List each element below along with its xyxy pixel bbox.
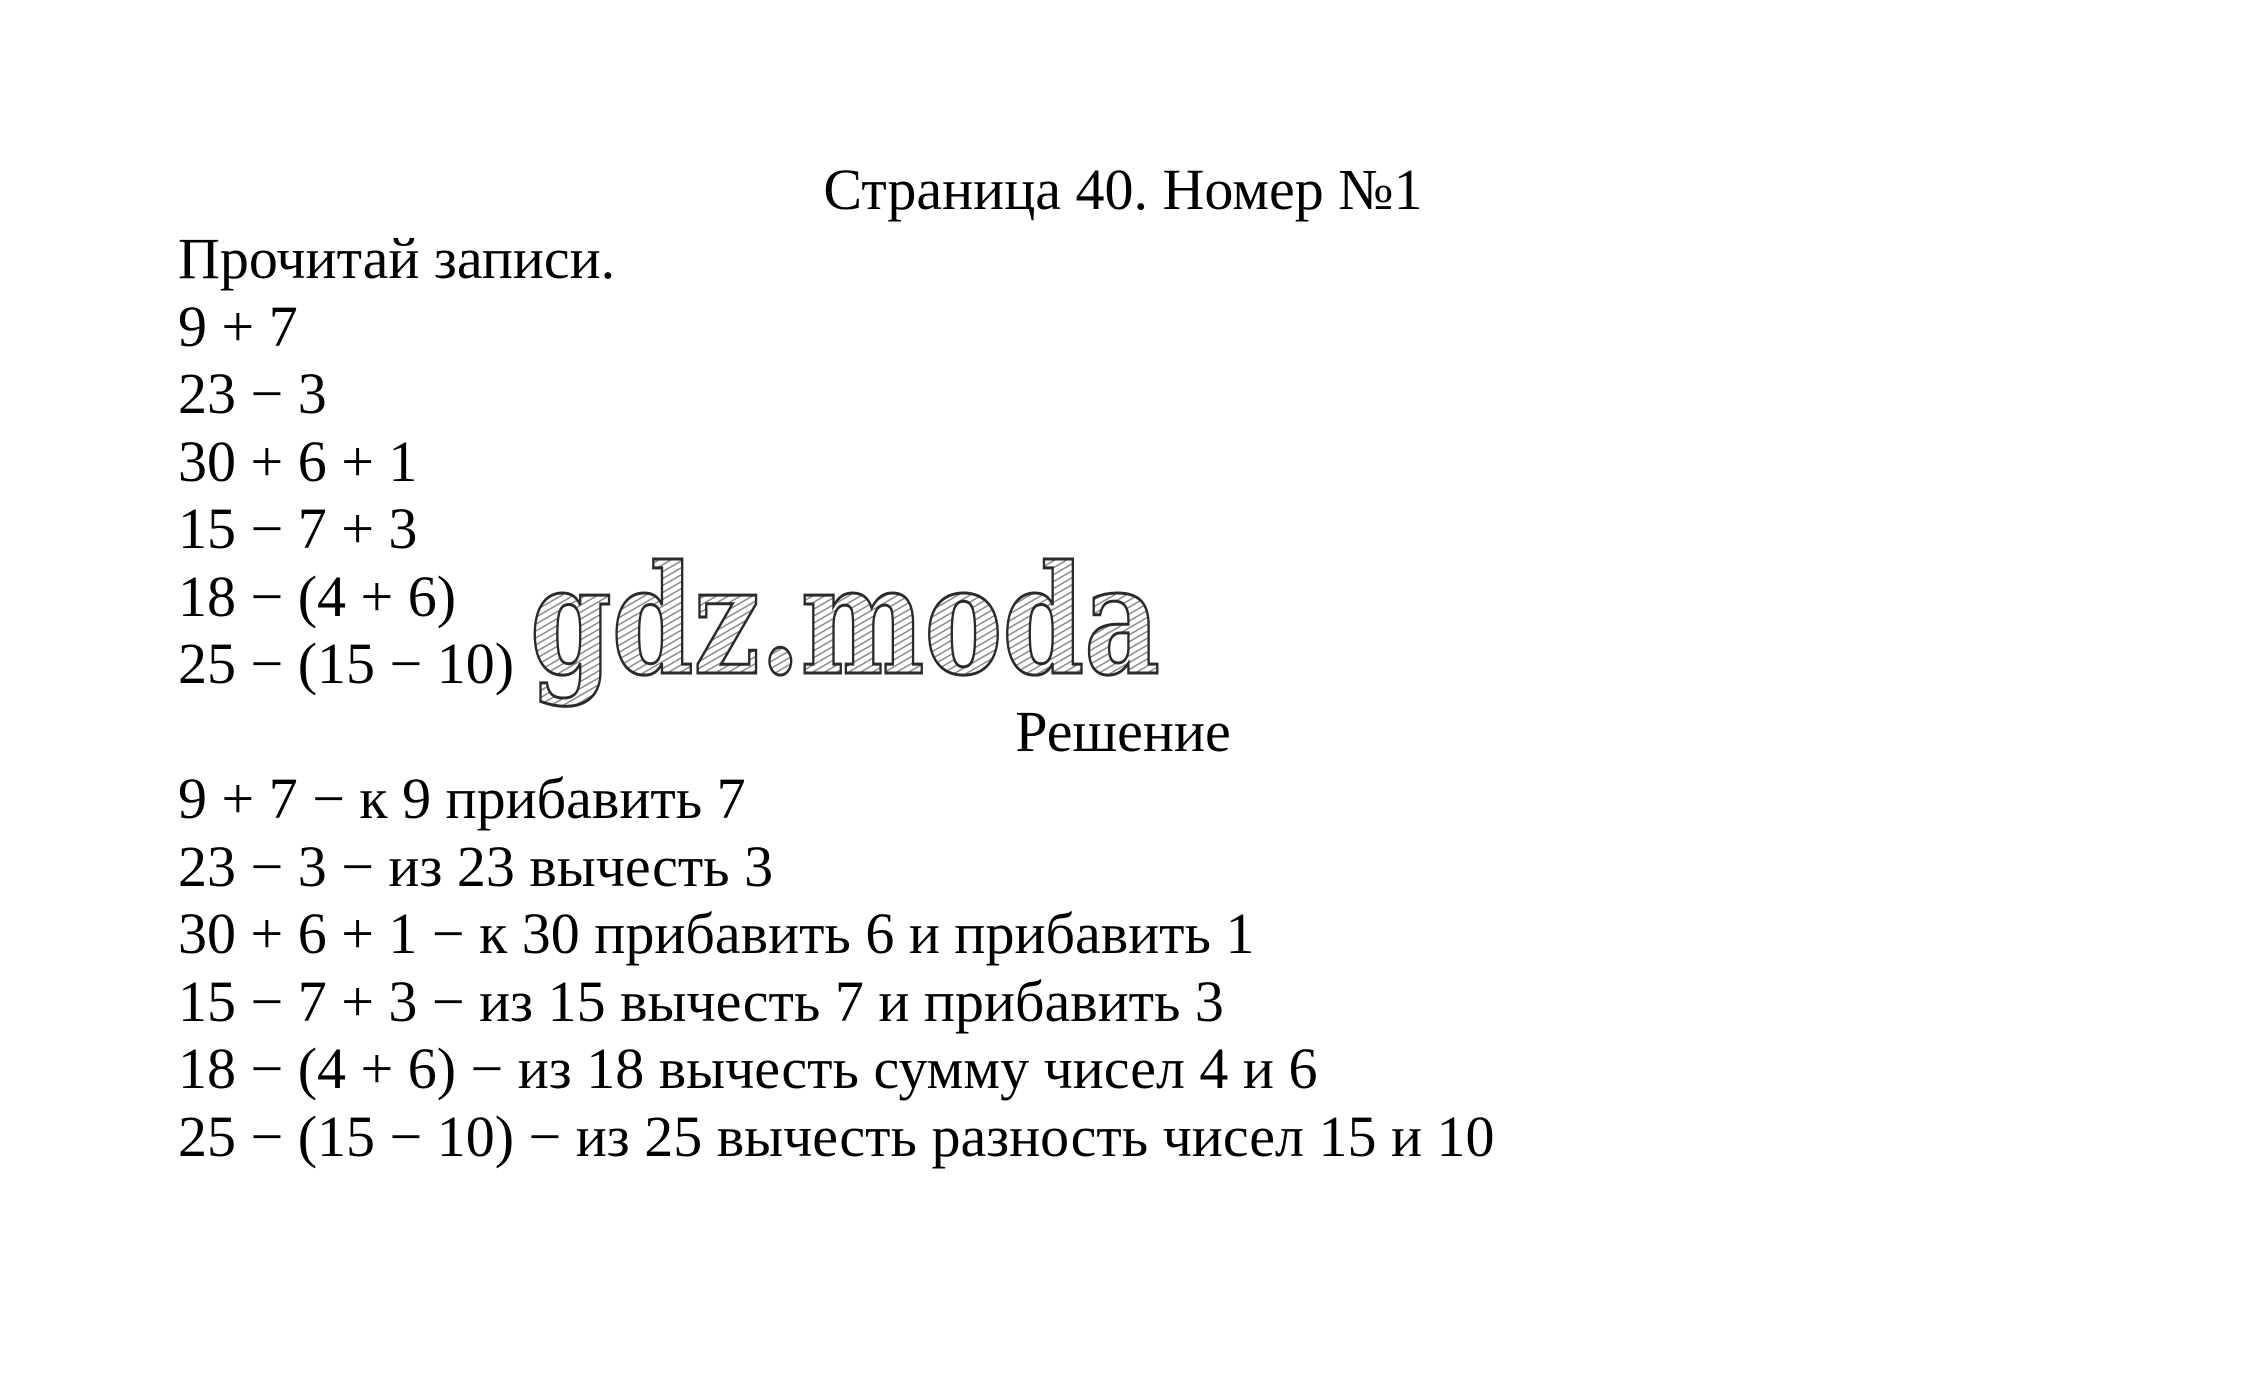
- task-expression: 30 + 6 + 1: [178, 428, 418, 494]
- solution-line: 30 + 6 + 1 − к 30 прибавить 6 и прибавить 1: [178, 901, 1255, 966]
- watermark-text: gdz.moda: [530, 533, 1160, 709]
- task-expression: 15 − 7 + 3: [178, 496, 418, 561]
- task-expression: 23 − 3: [178, 361, 327, 426]
- solution-line: 15 − 7 + 3 − из 15 вычесть 7 и прибавить 3: [178, 968, 1224, 1034]
- solution-line: 9 + 7 − к 9 прибавить 7: [178, 766, 746, 831]
- solution-block: [178, 765, 1495, 1170]
- page-title: Страница 40. Номер №1: [823, 157, 1423, 222]
- task-expression: 25 − (15 − 10): [178, 631, 515, 696]
- task-expression: 9 + 7: [178, 293, 298, 359]
- task-prompt: Прочитай записи.: [178, 226, 616, 291]
- solution-heading: Решение: [1015, 699, 1231, 764]
- solution-line: 18 − (4 + 6) − из 18 вычесть сумму чисел 4 и 6: [178, 1036, 1318, 1101]
- watermark-logo: [522, 533, 1172, 725]
- task-expression: 18 − (4 + 6): [178, 563, 457, 629]
- solution-line: 23 − 3 − из 23 вычесть 3: [178, 833, 774, 899]
- solution-line: 25 − (15 − 10) − из 25 вычесть разность чисел 15 и 10: [178, 1103, 1495, 1169]
